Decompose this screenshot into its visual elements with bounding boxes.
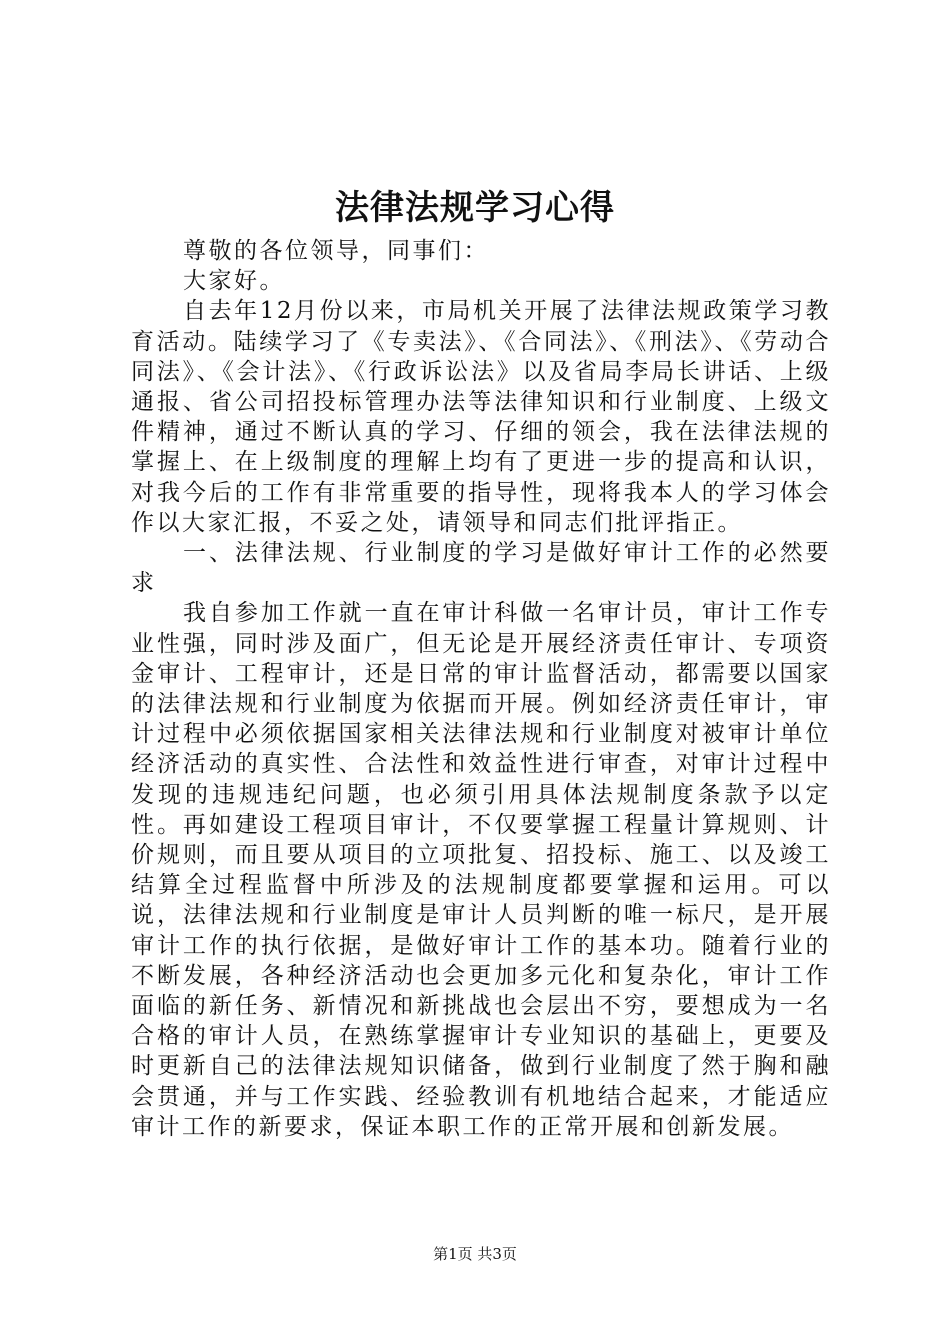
intro-paragraph: 自去年12月份以来，市局机关开展了法律法规政策学习教育活动。陆续学习了《专卖法》、《合同法》、《刑法》、《劳动合同法》、《会计法》、《行政诉讼法》以及省局李局长讲话、上级通报、省公司招投标管理办法等法律知识和行业制度、上级文件精神，通过不断认真的学习、仔细的领会，我在法律法规的掌握上、在上级制度的理解上均有了更进一步的提高和认识，对我今后的工作有非常重要的指导性，现将我本人的学习体会作以大家汇报，不妥之处，请领导和同志们批评指正。: [131, 298, 831, 536]
section-body-paragraph: 我自参加工作就一直在审计科做一名审计员，审计工作专业性强，同时涉及面广，但无论是开展经济责任审计、专项资金审计、工程审计，还是日常的审计监督活动，都需要以国家的法律法规和行业制度为依据而开展。例如经济责任审计，审计过程中必须依据国家相关法律法规和行业制度对被审计单位经济活动的真实性、合法性和效益性进行审查，对审计过程中发现的违规违纪问题，也必须引用具体法规制度条款予以定性。再如建设工程项目审计，不仅要掌握工程量计算规则、计价规则，而且要从项目的立项批复、招投标、施工、以及竣工结算全过程监督中所涉及的法规制度都要掌握和运用。可以说，法律法规和行业制度是审计人员判断的唯一标尺，是开展审计工作的执行依据，是做好审计工作的基本功。随着行业的不断发展，各种经济活动也会更加多元化和复杂化，审计工作面临的新任务、新情况和新挑战也会层出不穷，要想成为一名合格的审计人员，在熟练掌握审计专业知识的基础上，更要及时更新自己的法律法规知识储备，做到行业制度了然于胸和融会贯通，并与工作实践、经验教训有机地结合起来，才能适应审计工作的新要求，保证本职工作的正常开展和创新发展。: [131, 600, 831, 1140]
page-footer: 第1页 共3页: [433, 1245, 517, 1263]
document-title: 法律法规学习心得: [335, 188, 615, 228]
document-body: [131, 236, 831, 1142]
salutation-paragraph: 尊敬的各位领导，同事们：: [183, 238, 489, 264]
greeting-paragraph: 大家好。: [183, 268, 285, 295]
section-heading-1: 一、法律法规、行业制度的学习是做好审计工作的必然要求: [131, 540, 831, 597]
